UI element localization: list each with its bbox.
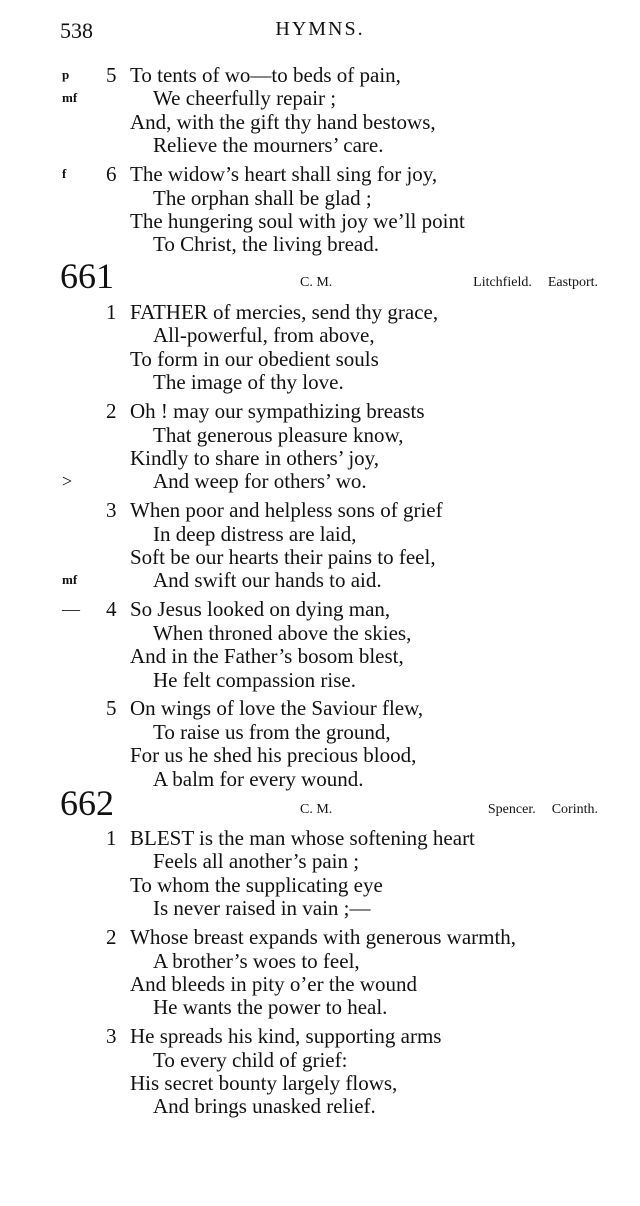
verse-number: 1 (106, 826, 117, 850)
verse-line: He wants the power to heal. (153, 995, 388, 1020)
hymn-number: 661 (60, 256, 114, 296)
tune-name: Spencer. (487, 802, 536, 817)
hymn-meter: C. M. (300, 275, 333, 290)
verse-line: Kindly to share in others’ joy, (130, 445, 380, 470)
verse-line: He spreads his kind, supporting arms (130, 1024, 442, 1049)
verse-line: He felt compassion rise. (153, 667, 356, 692)
verse-line: Oh ! may our sympathizing breasts (130, 399, 425, 424)
tune-name: Eastport. (547, 275, 598, 290)
verse-line: When poor and helpless sons of grief (130, 498, 443, 523)
verse-line: For us he shed his precious blood, (130, 743, 417, 768)
verse-line: Whose breast expands with generous warmth, (130, 925, 517, 950)
verse-line: The orphan shall be glad ; (153, 185, 372, 210)
verse-line: A brother’s woes to feel, (153, 948, 360, 973)
verse-line: Feels all another’s pain ; (153, 849, 360, 874)
verse-line: The widow’s heart shall sing for joy, (130, 162, 438, 187)
verse-number: 5 (106, 63, 117, 87)
verse-line: When throned above the skies, (153, 620, 412, 645)
dynamic-mark: p (62, 67, 70, 82)
expression-mark: — (62, 599, 80, 620)
verse-line: To every child of grief: (153, 1047, 348, 1072)
verse-number: 1 (106, 300, 117, 324)
verse-line: And in the Father’s bosom blest, (130, 644, 404, 669)
dynamic-mark: mf (62, 572, 78, 588)
verse-number: 4 (106, 597, 117, 622)
verse-line: The image of thy love. (153, 370, 344, 395)
verse-line: To tents of wo—to beds of pain, (130, 63, 401, 87)
verse-line: And brings unasked relief. (153, 1094, 376, 1119)
verse-line: That generous pleasure know, (153, 422, 404, 447)
verse-line: To whom the supplicating eye (130, 872, 383, 897)
verse-number: 3 (106, 1024, 117, 1049)
verse-line: And swift our hands to aid. (153, 568, 382, 593)
verse-line: And, with the gift thy hand bestows, (130, 109, 436, 134)
verse-line: So Jesus looked on dying man, (130, 597, 391, 622)
verse-line: BLEST is the man whose softening heart (130, 826, 475, 850)
verse-number: 5 (106, 696, 117, 721)
verse-line: And weep for others’ wo. (153, 469, 367, 494)
verse-line: All-powerful, from above, (153, 323, 375, 348)
verse-number: 3 (106, 498, 117, 523)
verse-line: And bleeds in pity o’er the wound (130, 971, 417, 996)
tune-name: Litchfield. (473, 275, 532, 290)
verse-number: 2 (106, 399, 117, 424)
verse-line: His secret bounty largely flows, (130, 1071, 398, 1095)
running-title: HYMNS. (275, 18, 365, 40)
tune-names (488, 801, 598, 819)
verse-line: The hungering soul with joy we’ll point (130, 208, 465, 233)
dynamic-mark: f (62, 166, 67, 182)
verse-number: 2 (106, 925, 117, 950)
verse-line: Is never raised in vain ;— (153, 896, 371, 921)
hymn-meter: C. M. (300, 802, 333, 817)
verse-line: Relieve the mourners’ care. (153, 133, 384, 158)
verse-line: To raise us from the ground, (153, 719, 391, 744)
hymn-number: 662 (60, 783, 114, 823)
dynamic-mark: mf (62, 90, 78, 106)
verse-line: On wings of love the Saviour flew, (130, 696, 424, 721)
verse-line: A balm for every wound. (153, 766, 364, 791)
verse-line: To form in our obedient souls (130, 346, 379, 371)
expression-mark: > (62, 471, 73, 492)
verse-line: FATHER of mercies, send thy grace, (130, 300, 439, 324)
tune-name: Corinth. (551, 802, 598, 817)
verse-line: To Christ, the living bread. (153, 232, 379, 257)
verse-number: 6 (106, 162, 117, 187)
page-number: 538 (60, 18, 93, 43)
tune-names (473, 274, 598, 292)
verse-line: In deep distress are laid, (153, 521, 357, 546)
verse-line: Soft be our hearts their pains to feel, (130, 545, 436, 569)
verse-line: We cheerfully repair ; (153, 86, 337, 111)
